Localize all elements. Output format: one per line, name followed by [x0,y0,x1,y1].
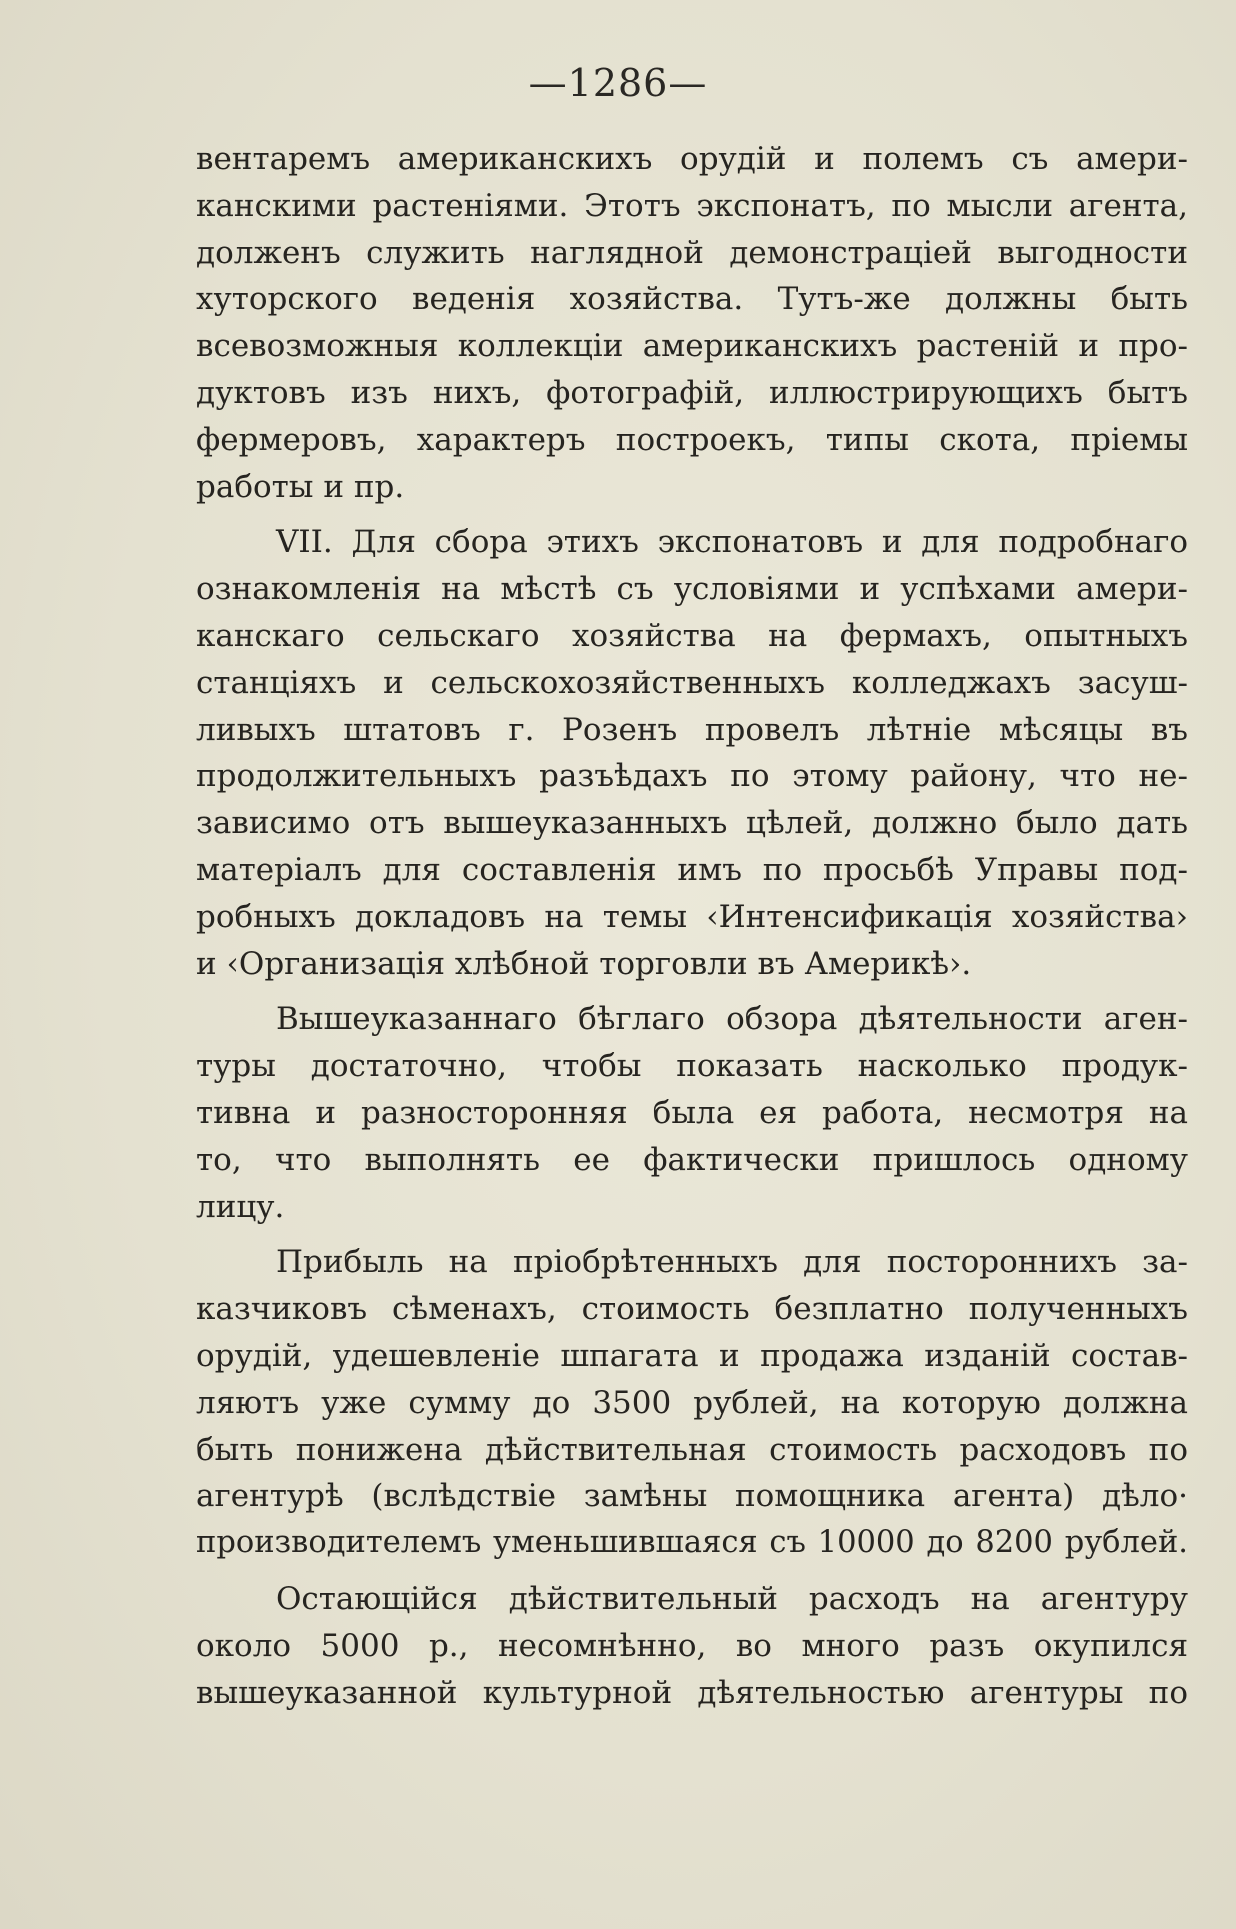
text-line: долженъ служить наглядной демонстраціей выгодности [196,234,1188,271]
text-line: тивна и разносторонняя была ея работа, несмотря на [196,1094,1188,1131]
text-line: Вышеуказаннаго бѣглаго обзора дѣятельности аген- [276,1001,1188,1038]
text-line: казчиковъ сѣменахъ, стоимость безплатно полученныхъ [196,1291,1188,1328]
text-line: орудій, удешевленіе шпагата и продажа изданій состав- [196,1337,1188,1374]
paragraph-4 [196,1239,1188,1567]
text-line: агентурѣ (вслѣдствіе замѣны помощника агента) дѣло· [196,1478,1188,1515]
text-line: робныхъ докладовъ на темы ‹Интенсификація хозяйства› [196,898,1188,935]
text-line: хуторского веденія хозяйства. Тутъ-же должны быть [196,281,1188,318]
text-line: вентаремъ американскихъ орудій и полемъ съ амери- [196,141,1188,177]
text-line: туры достаточно, чтобы показать насколько продук- [196,1048,1188,1085]
text-line: фермеровъ, характеръ построекъ, типы скота, пріемы [196,421,1188,458]
text-line: лицу. [196,1188,285,1225]
paragraph-3 [196,996,1188,1230]
text-line: ливыхъ штатовъ г. Розенъ провелъ лѣтніе мѣсяцы въ [196,711,1188,748]
text-line: станціяхъ и сельскохозяйственныхъ колледжахъ засуш- [196,664,1188,701]
page-number: —1286— [528,61,708,105]
text-line: Прибыль на пріобрѣтенныхъ для постороннихъ за- [276,1244,1188,1281]
text-line: быть понижена дѣйствительная стоимость расходовъ по [196,1431,1188,1468]
text-line: около 5000 р., несомнѣнно, во много разъ окупился [196,1627,1188,1664]
paragraph-2 [196,519,1188,987]
body-text [196,136,1188,1716]
text-line: работы и пр. [196,468,405,505]
text-line: канскаго сельскаго хозяйства на фермахъ, опытныхъ [196,617,1188,654]
text-line: продолжительныхъ разъѣдахъ по этому району, что не- [196,758,1188,795]
paragraph-5 [196,1576,1188,1716]
text-line: канскими растеніями. Этотъ экспонатъ, по мысли агента, [196,187,1188,224]
text-line: вышеуказанной культурной дѣятельностью агентуры по [196,1674,1188,1711]
text-line: зависимо отъ вышеуказанныхъ цѣлей, должно было дать [196,805,1188,842]
text-line: то, что выполнять ее фактически пришлось одному [196,1141,1188,1178]
text-line: и ‹Организація хлѣбной торговли въ Америкѣ›. [196,945,972,982]
text-line: производителемъ уменьшившаяся съ 10000 до 8200 рублей. [196,1525,1188,1561]
text-line: дуктовъ изъ нихъ, фотографій, иллюстрирующихъ бытъ [196,374,1188,411]
text-line: всевозможныя коллекціи американскихъ растеній и про- [196,328,1188,365]
text-line: VII. Для сбора этихъ экспонатовъ и для подробнаго [276,524,1188,561]
text-line: матеріалъ для составленія имъ по просьбѣ Управы под- [196,851,1188,888]
text-line: Остающійся дѣйствительный расходъ на агентуру [276,1580,1188,1617]
paragraph-1 [196,136,1188,510]
text-line: ознакомленія на мѣстѣ съ условіями и успѣхами амери- [196,571,1188,608]
text-line: ляютъ уже сумму до 3500 рублей, на которую должна [196,1384,1188,1421]
